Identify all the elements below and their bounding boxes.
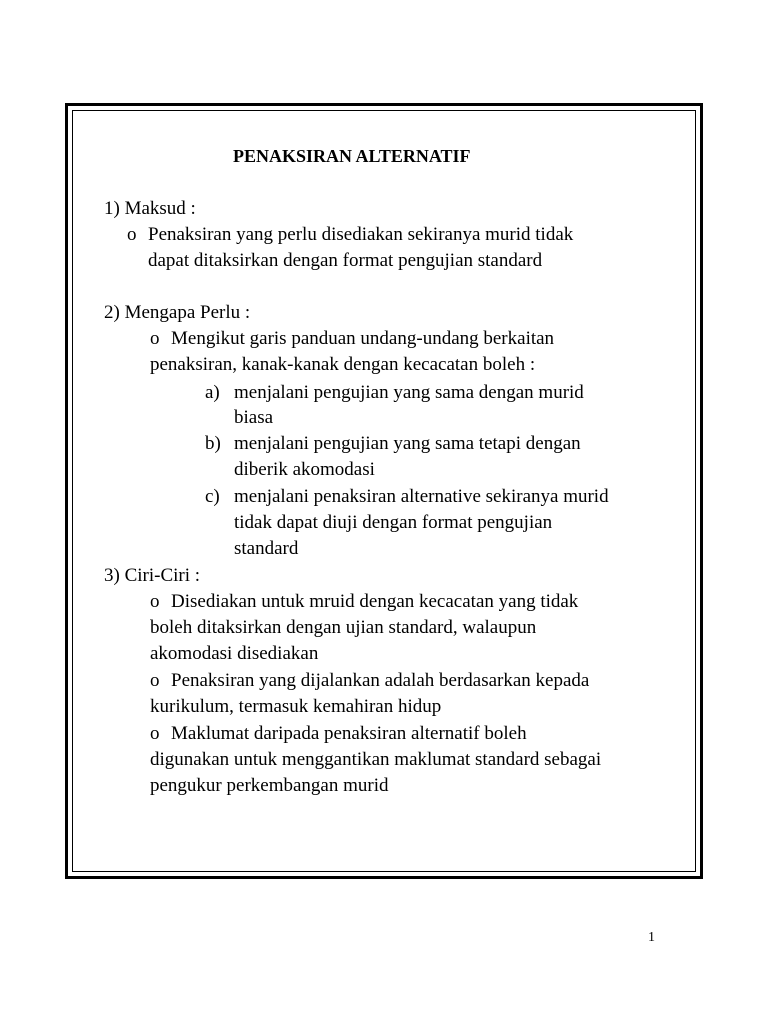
section-3-line: pengukur perkembangan murid	[150, 775, 389, 796]
page-number: 1	[648, 930, 655, 945]
section-3-line: boleh ditaksirkan dengan ujian standard, walaupun	[150, 617, 537, 638]
document-title: PENAKSIRAN ALTERNATIF	[233, 146, 471, 166]
bullet-marker: o	[127, 224, 137, 245]
list-item-line: menjalani pengujian yang sama tetapi dengan	[234, 433, 581, 454]
bullet-marker: o	[150, 670, 160, 691]
section-3-line: Maklumat daripada penaksiran alternatif boleh	[171, 723, 527, 744]
section-3-line: akomodasi disediakan	[150, 643, 319, 664]
section-3-line: digunakan untuk menggantikan maklumat standard sebagai	[150, 749, 602, 770]
section-3-line: Penaksiran yang dijalankan adalah berdasarkan kepada	[171, 670, 590, 691]
section-3-line: kurikulum, termasuk kemahiran hidup	[150, 696, 442, 717]
bullet-marker: o	[150, 723, 160, 744]
list-marker: c)	[205, 486, 220, 507]
list-item-line: menjalani penaksiran alternative sekiranya murid	[234, 486, 609, 507]
section-2-line: Mengikut garis panduan undang-undang berkaitan	[171, 328, 555, 349]
section-3-heading: 3) Ciri-Ciri :	[104, 565, 201, 586]
list-item-line: menjalani pengujian yang sama dengan murid	[234, 382, 584, 403]
section-3-line: Disediakan untuk mruid dengan kecacatan yang tidak	[171, 591, 579, 612]
section-1-heading: 1) Maksud :	[104, 198, 196, 219]
list-item-line: tidak dapat diuji dengan format pengujian	[234, 512, 553, 533]
list-item-line: diberik akomodasi	[234, 459, 375, 480]
section-1-line: Penaksiran yang perlu disediakan sekiranya murid tidak	[148, 224, 574, 245]
list-item-line: standard	[234, 538, 299, 559]
list-marker: b)	[205, 433, 221, 454]
bullet-marker: o	[150, 591, 160, 612]
section-2-line: penaksiran, kanak-kanak dengan kecacatan boleh :	[150, 354, 536, 375]
section-2-heading: 2) Mengapa Perlu :	[104, 302, 251, 323]
bullet-marker: o	[150, 328, 160, 349]
section-1-line: dapat ditaksirkan dengan format pengujian standard	[148, 250, 543, 271]
list-item-line: biasa	[234, 407, 274, 428]
list-marker: a)	[205, 382, 220, 403]
